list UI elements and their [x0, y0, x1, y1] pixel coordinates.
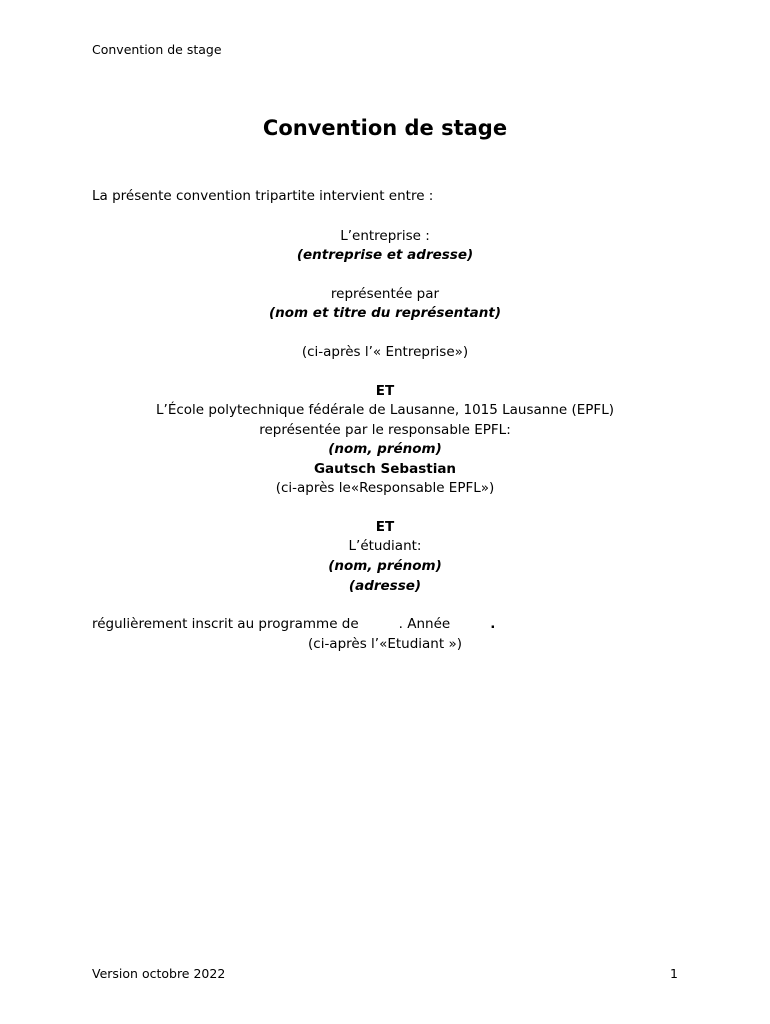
representative-placeholder: (nom et titre du représentant)	[268, 305, 502, 321]
company-alias: (ci-après l’« Entreprise»)	[301, 344, 469, 360]
page-number: 1	[670, 966, 678, 981]
company-represented-by: représentée par	[330, 286, 440, 302]
company-label: L’entreprise :	[340, 228, 430, 244]
student-alias: (ci-après l’«Etudiant »)	[308, 636, 462, 652]
footer-version: Version octobre 2022	[92, 966, 226, 981]
enrolment-text: régulièrement inscrit au programme de	[92, 616, 359, 632]
school-name-placeholder: (nom, prénom)	[328, 441, 442, 457]
school-name: L’École polytechnique fédérale de Lausanne, 1015 Lausanne (EPFL)	[156, 402, 614, 418]
intro-text: La présente convention tripartite intervient entre :	[92, 188, 434, 204]
student-label: L’étudiant:	[348, 538, 422, 554]
school-responsible: Gautsch Sebastian	[313, 461, 457, 477]
student-address-placeholder: (adresse)	[348, 578, 422, 594]
school-alias: (ci-après le«Responsable EPFL»)	[275, 480, 495, 496]
student-name-placeholder: (nom, prénom)	[328, 558, 442, 574]
page-header: Convention de stage	[92, 42, 222, 57]
year-text: . Année	[398, 616, 451, 632]
enrolment-line	[92, 615, 495, 633]
school-represented-by: représentée par le responsable EPFL:	[259, 422, 511, 438]
year-end: .	[490, 616, 496, 632]
document-title: Convention de stage	[262, 116, 508, 140]
student-conjunction: ET	[375, 519, 395, 535]
company-placeholder: (entreprise et adresse)	[296, 247, 474, 263]
school-conjunction: ET	[375, 383, 395, 399]
